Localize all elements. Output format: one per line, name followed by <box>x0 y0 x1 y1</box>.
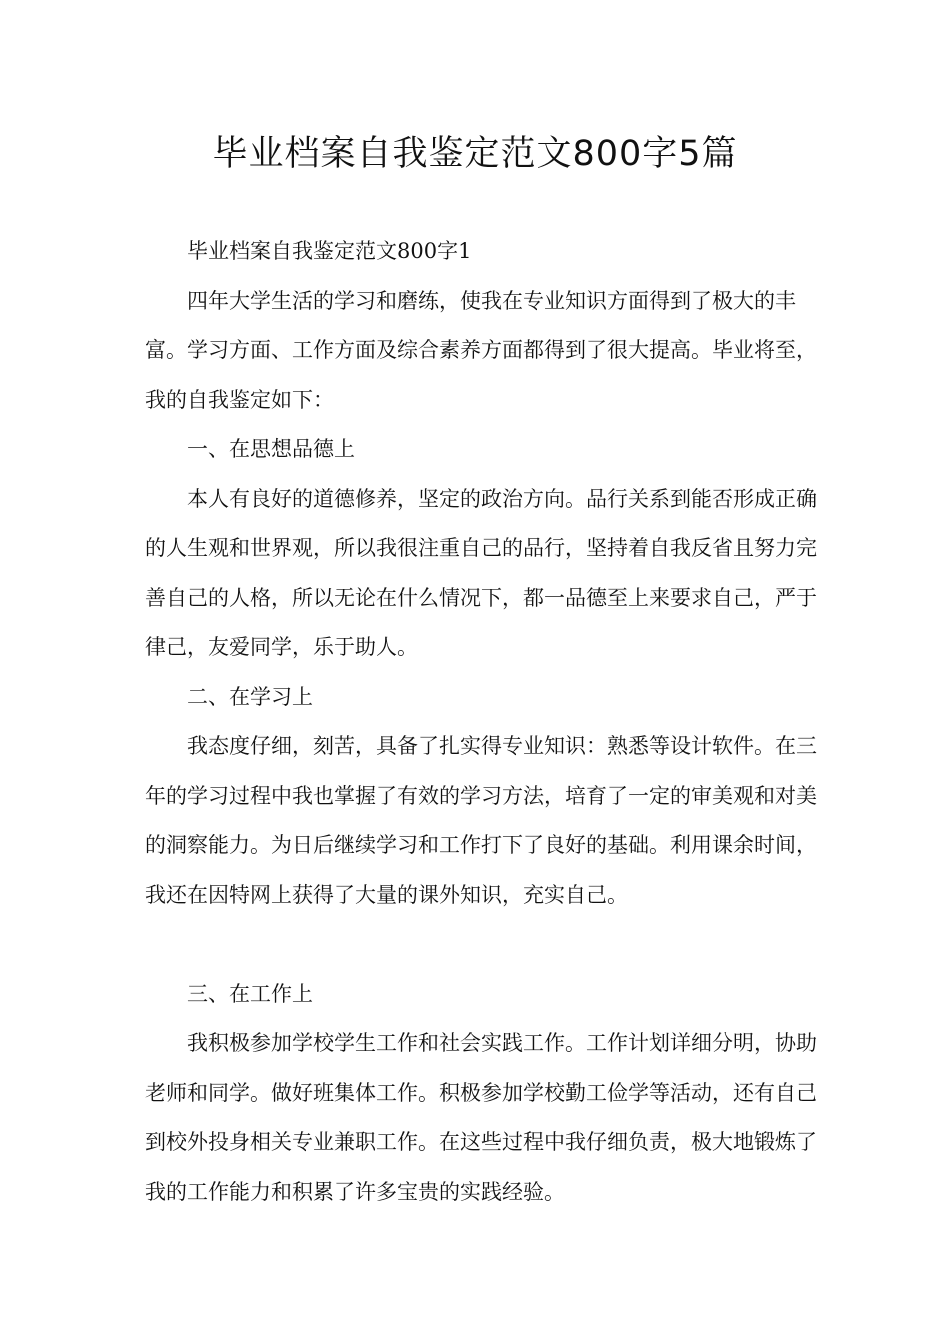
document-title: 毕业档案自我鉴定范文800字5篇 <box>212 134 738 174</box>
paragraph: 四年大学生活的学习和磨练，使我在专业知识方面得到了极大的丰富。学习方面、工作方面及综合素养方面都得到了很大提高。毕业将至，我的自我鉴定如下： <box>145 288 817 412</box>
document-body <box>145 227 835 1217</box>
paragraph: 本人有良好的道德修养，坚定的政治方向。品行关系到能否形成正确的人生观和世界观，所以我很注重自己的品行，坚持着自我反省且努力完善自己的人格，所以无论在什么情况下，都一品德至上来要求自己，严于律己，友爱同学，乐于助人。 <box>145 486 817 659</box>
paragraph: 我态度仔细，刻苦，具备了扎实得专业知识：熟悉等设计软件。在三年的学习过程中我也掌握了有效的学习方法，培育了一定的审美观和对美的洞察能力。为日后继续学习和工作打下了良好的基础。利用课余时间，我还在因特网上获得了大量的课外知识，充实自己。 <box>145 734 817 907</box>
paragraph: 我积极参加学校学生工作和社会实践工作。工作计划详细分明，协助老师和同学。做好班集体工作。积极参加学校勤工俭学等活动，还有自己到校外投身相关专业兼职工作。在这些过程中我仔细负责，极大地锻炼了我的工作能力和积累了许多宝贵的实践经验。 <box>145 1031 817 1204</box>
section-heading: 毕业档案自我鉴定范文800字1 <box>187 239 472 263</box>
blank-line <box>145 920 835 970</box>
section-heading: 三、在工作上 <box>187 981 313 1006</box>
section-heading: 二、在学习上 <box>187 684 313 709</box>
section-heading: 一、在思想品德上 <box>187 437 355 461</box>
